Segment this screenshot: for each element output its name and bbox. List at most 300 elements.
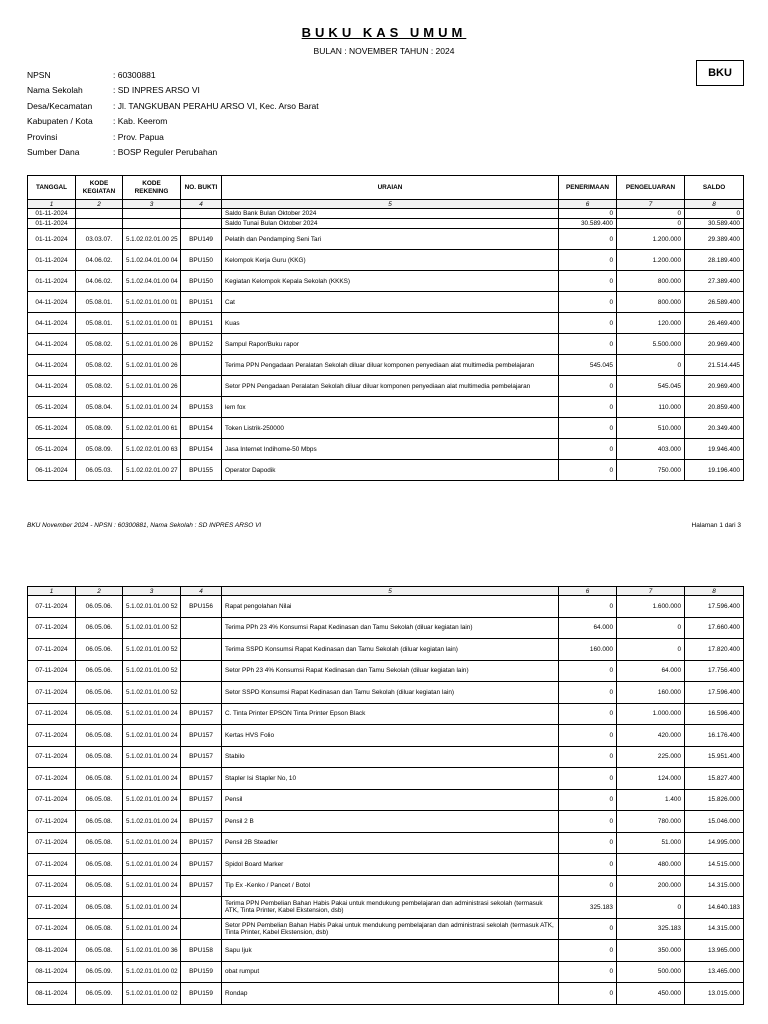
table-row [28,355,744,376]
cell-saldo: 14.315.000 [685,918,744,940]
cell-tanggal: 04-11-2024 [28,334,76,355]
table-row [28,725,744,747]
cell-kode-kegiatan: 06.05.08. [76,789,123,811]
col-number: 3 [123,587,181,596]
cell-pengeluaran: 545.045 [617,376,685,397]
cell-kode-rekening: 5.1.02.01.01.00 52 [123,596,181,618]
cell-no-bukti: BPU158 [181,940,222,962]
table-row [28,789,744,811]
table-row [28,660,744,682]
cell-pengeluaran: 5.500.000 [617,334,685,355]
cell-kode-kegiatan: 06.05.09. [76,961,123,983]
table-row [28,682,744,704]
cell-penerimaan: 64.000 [559,617,617,639]
table-row [28,397,744,418]
info-value: : Jl. TANGKUBAN PERAHU ARSO VI, Kec. Arso Barat [113,100,319,111]
cell-no-bukti: BPU156 [181,596,222,618]
col-header: NO. BUKTI [181,176,222,200]
cell-uraian: Setor SSPD Konsumsi Rapat Kedinasan dan Tamu Sekolah (diluar kegiatan lain) [222,682,559,704]
cell-saldo: 17.660.400 [685,617,744,639]
cell-no-bukti: BPU157 [181,703,222,725]
cell-uraian: Jasa Internet Indihome-50 Mbps [222,439,559,460]
cell-saldo: 28.189.400 [685,250,744,271]
cell-uraian: Kegiatan Kelompok Kepala Sekolah (KKKS) [222,271,559,292]
cell-uraian: Setor PPN Pengadaan Peralatan Sekolah diluar diluar komponen penyediaan alat multimedia pembelajaran [222,376,559,397]
info-value: : SD INPRES ARSO VI [113,85,200,96]
cell-penerimaan: 0 [559,596,617,618]
cell-saldo: 13.465.000 [685,961,744,983]
cell-kode-rekening: 5.1.02.01.01.00 24 [123,875,181,897]
cell-penerimaan: 0 [559,313,617,334]
info-value: : Prov. Papua [113,131,164,142]
cell-tanggal: 04-11-2024 [28,313,76,334]
cell-saldo: 0 [685,209,744,219]
cell-pengeluaran: 64.000 [617,660,685,682]
cell-saldo: 20.859.400 [685,397,744,418]
table-row [28,854,744,876]
cell-penerimaan: 0 [559,789,617,811]
col-number: 2 [76,200,123,209]
cell-saldo: 19.946.400 [685,439,744,460]
cell-penerimaan: 0 [559,725,617,747]
cell-kode-rekening [123,219,181,229]
cell-no-bukti: BPU151 [181,292,222,313]
cell-no-bukti: BPU157 [181,789,222,811]
info-row [27,147,319,162]
cell-no-bukti: BPU152 [181,334,222,355]
cell-saldo: 13.015.000 [685,983,744,1005]
col-number: 7 [617,587,685,596]
cell-uraian: Setor PPh 23 4% Konsumsi Rapat Kedinasan dan Tamu Sekolah (diluar kegiatan lain) [222,660,559,682]
col-number: 8 [685,587,744,596]
cell-no-bukti: BPU149 [181,229,222,250]
cell-tanggal: 07-11-2024 [28,746,76,768]
column-number-row [28,587,744,596]
cell-kode-rekening: 5.1.02.02.01.00 61 [123,418,181,439]
cell-saldo: 14.515.000 [685,854,744,876]
col-number: 6 [559,200,617,209]
cell-no-bukti: BPU157 [181,725,222,747]
cell-kode-rekening: 5.1.02.02.01.00 25 [123,229,181,250]
cell-tanggal: 07-11-2024 [28,639,76,661]
cell-saldo: 21.514.445 [685,355,744,376]
cell-kode-kegiatan: 06.05.03. [76,460,123,481]
cell-no-bukti [181,918,222,940]
cell-kode-rekening: 5.1.02.01.01.00 24 [123,703,181,725]
cell-kode-kegiatan: 05.08.04. [76,397,123,418]
cell-no-bukti: BPU157 [181,832,222,854]
cell-saldo: 20.969.400 [685,376,744,397]
school-info [27,70,319,162]
cell-kode-rekening: 5.1.02.01.01.00 24 [123,918,181,940]
cell-uraian: Rapat pengolahan Nilai [222,596,559,618]
cell-pengeluaran: 120.000 [617,313,685,334]
col-number: 5 [222,200,559,209]
cell-uraian: Tip Ex -Kenko / Pancet / Botol [222,875,559,897]
cell-tanggal: 07-11-2024 [28,854,76,876]
info-row [27,85,319,100]
cell-kode-rekening: 5.1.02.01.01.00 01 [123,313,181,334]
cell-no-bukti: BPU157 [181,746,222,768]
cell-penerimaan: 0 [559,271,617,292]
cell-kode-kegiatan: 05.08.02. [76,355,123,376]
table-row [28,418,744,439]
table-row [28,918,744,940]
cell-kode-kegiatan: 05.08.01. [76,313,123,334]
cell-saldo: 16.596.400 [685,703,744,725]
ledger-table-page-1 [27,175,744,481]
cell-pengeluaran: 420.000 [617,725,685,747]
cell-tanggal: 01-11-2024 [28,271,76,292]
cell-saldo: 17.756.400 [685,660,744,682]
table-row [28,617,744,639]
cell-saldo: 16.176.400 [685,725,744,747]
cell-kode-kegiatan: 06.05.08. [76,746,123,768]
table-row [28,897,744,919]
cell-penerimaan: 0 [559,229,617,250]
cell-tanggal: 06-11-2024 [28,460,76,481]
col-header: PENERIMAAN [559,176,617,200]
cell-penerimaan: 325.183 [559,897,617,919]
col-number: 3 [123,200,181,209]
document-title: BUKU KAS UMUM [301,25,467,40]
cell-tanggal: 08-11-2024 [28,983,76,1005]
info-value: : BOSP Reguler Perubahan [113,146,218,157]
cell-uraian: Operator Dapodik [222,460,559,481]
cell-pengeluaran: 0 [617,639,685,661]
cell-uraian: Terima PPN Pengadaan Peralatan Sekolah diluar diluar komponen penyediaan alat multimedia pembelajaran [222,355,559,376]
cell-saldo: 14.995.000 [685,832,744,854]
col-number: 2 [76,587,123,596]
cell-no-bukti [181,355,222,376]
info-label: NPSN [27,70,51,80]
cell-penerimaan: 0 [559,250,617,271]
cell-no-bukti: BPU157 [181,854,222,876]
cell-uraian: Terima SSPD Konsumsi Rapat Kedinasan dan Tamu Sekolah (diluar kegiatan lain) [222,639,559,661]
cell-no-bukti [181,376,222,397]
cell-tanggal: 01-11-2024 [28,229,76,250]
table-row [28,703,744,725]
cell-no-bukti: BPU150 [181,271,222,292]
cell-saldo: 19.196.400 [685,460,744,481]
cell-kode-rekening: 5.1.02.01.01.00 26 [123,334,181,355]
cell-tanggal: 07-11-2024 [28,703,76,725]
cell-pengeluaran: 124.000 [617,768,685,790]
table-row [28,334,744,355]
document-subtitle: BULAN : NOVEMBER TAHUN : 2024 [313,46,455,56]
cell-pengeluaran: 200.000 [617,875,685,897]
cell-pengeluaran: 800.000 [617,292,685,313]
cell-kode-rekening: 5.1.02.01.01.00 52 [123,639,181,661]
table-row [28,439,744,460]
page-footer-info: BKU November 2024 - NPSN : 60300881, Nama Sekolah : SD INPRES ARSO VI [27,522,262,529]
cell-kode-rekening: 5.1.02.01.01.00 24 [123,811,181,833]
cell-pengeluaran: 110.000 [617,397,685,418]
cell-tanggal: 07-11-2024 [28,897,76,919]
cell-pengeluaran: 1.400 [617,789,685,811]
cell-tanggal: 08-11-2024 [28,961,76,983]
cell-uraian: Sampul Rapor/Buku rapor [222,334,559,355]
cell-saldo: 15.046.000 [685,811,744,833]
cell-no-bukti: BPU159 [181,983,222,1005]
cell-kode-rekening: 5.1.02.01.01.00 52 [123,660,181,682]
cell-pengeluaran: 500.000 [617,961,685,983]
cell-penerimaan: 0 [559,961,617,983]
cell-penerimaan: 0 [559,768,617,790]
cell-kode-kegiatan: 06.05.08. [76,768,123,790]
page-number: Halaman 1 dari 3 [691,522,741,529]
col-number: 1 [28,200,76,209]
cell-saldo: 26.589.400 [685,292,744,313]
cell-uraian: Kertas HVS Folio [222,725,559,747]
cell-pengeluaran: 325.183 [617,918,685,940]
cell-tanggal: 05-11-2024 [28,397,76,418]
cell-kode-kegiatan: 06.05.08. [76,897,123,919]
cell-kode-kegiatan: 05.08.02. [76,376,123,397]
cell-no-bukti [181,219,222,229]
cell-kode-rekening: 5.1.02.02.01.00 27 [123,460,181,481]
table-header-row [28,176,744,200]
info-row [27,116,319,131]
cell-penerimaan: 160.000 [559,639,617,661]
cell-uraian: Kuas [222,313,559,334]
cell-uraian: Token Listrik-250000 [222,418,559,439]
table-row [28,271,744,292]
cell-uraian: Pensil 2 B [222,811,559,833]
table-row [28,376,744,397]
cell-pengeluaran: 1.200.000 [617,250,685,271]
table-row [28,639,744,661]
cell-pengeluaran: 0 [617,209,685,219]
cell-tanggal: 07-11-2024 [28,725,76,747]
cell-kode-rekening: 5.1.02.02.01.00 63 [123,439,181,460]
cell-uraian: Saldo Bank Bulan Oktober 2024 [222,209,559,219]
cell-penerimaan: 0 [559,875,617,897]
cell-kode-kegiatan: 06.05.06. [76,660,123,682]
cell-uraian: Spidol Board Marker [222,854,559,876]
column-number-row [28,200,744,209]
cell-tanggal: 07-11-2024 [28,918,76,940]
cell-kode-kegiatan: 05.08.09. [76,418,123,439]
cell-kode-kegiatan: 04.06.02. [76,271,123,292]
cell-saldo: 17.596.400 [685,596,744,618]
cell-penerimaan: 0 [559,832,617,854]
cell-pengeluaran: 51.000 [617,832,685,854]
cell-uraian: C. Tinta Printer EPSON Tinta Printer Epson Black [222,703,559,725]
cell-tanggal: 07-11-2024 [28,682,76,704]
info-label: Provinsi [27,131,58,142]
table-row [28,219,744,229]
cell-pengeluaran: 0 [617,219,685,229]
info-label: Desa/Kecamatan [27,100,93,111]
table-row [28,596,744,618]
cell-pengeluaran: 800.000 [617,271,685,292]
cell-penerimaan: 0 [559,439,617,460]
cell-no-bukti: BPU157 [181,875,222,897]
cell-uraian: Rondap [222,983,559,1005]
cell-no-bukti [181,617,222,639]
table-row [28,313,744,334]
cell-saldo: 29.389.400 [685,229,744,250]
cell-kode-kegiatan: 06.05.08. [76,854,123,876]
cell-tanggal: 04-11-2024 [28,292,76,313]
info-label: Kabupaten / Kota [27,116,93,127]
cell-tanggal: 05-11-2024 [28,418,76,439]
cell-kode-rekening: 5.1.02.01.01.00 02 [123,961,181,983]
cell-no-bukti [181,209,222,219]
cell-kode-rekening: 5.1.02.01.01.00 52 [123,617,181,639]
cell-penerimaan: 545.045 [559,355,617,376]
cell-kode-kegiatan: 05.08.02. [76,334,123,355]
table-row [28,292,744,313]
col-number: 6 [559,587,617,596]
table-row [28,983,744,1005]
cell-kode-rekening: 5.1.02.04.01.00 04 [123,271,181,292]
info-label: Nama Sekolah [27,85,83,96]
cell-kode-rekening: 5.1.02.01.01.00 24 [123,832,181,854]
cell-saldo: 30.589.400 [685,219,744,229]
cell-penerimaan: 0 [559,292,617,313]
col-header: URAIAN [222,176,559,200]
cell-saldo: 20.969.400 [685,334,744,355]
cell-kode-rekening: 5.1.02.04.01.00 04 [123,250,181,271]
col-header: KODE REKENING [123,176,181,200]
cell-no-bukti: BPU155 [181,460,222,481]
info-value: : Kab. Keerom [113,116,168,127]
cell-tanggal: 07-11-2024 [28,875,76,897]
cell-kode-kegiatan: 06.05.06. [76,617,123,639]
info-row [27,101,319,116]
cell-pengeluaran: 480.000 [617,854,685,876]
cell-penerimaan: 0 [559,376,617,397]
cell-no-bukti: BPU150 [181,250,222,271]
cell-no-bukti [181,639,222,661]
cell-uraian: Cat [222,292,559,313]
cell-uraian: Stapler Isi Stapler No, 10 [222,768,559,790]
cell-kode-kegiatan: 04.06.02. [76,250,123,271]
cell-saldo: 27.389.400 [685,271,744,292]
cell-kode-kegiatan: 06.05.08. [76,875,123,897]
cell-tanggal: 07-11-2024 [28,811,76,833]
cell-uraian: Stabilo [222,746,559,768]
cell-no-bukti: BPU154 [181,439,222,460]
cell-tanggal: 07-11-2024 [28,789,76,811]
info-label: Sumber Dana [27,146,80,157]
cell-kode-kegiatan: 06.05.08. [76,725,123,747]
cell-uraian: Saldo Tunai Bulan Oktober 2024 [222,219,559,229]
cell-no-bukti: BPU153 [181,397,222,418]
cell-tanggal: 01-11-2024 [28,219,76,229]
cell-kode-kegiatan [76,209,123,219]
cell-kode-kegiatan: 05.08.01. [76,292,123,313]
cell-kode-kegiatan: 06.05.06. [76,596,123,618]
col-number: 4 [181,587,222,596]
cell-kode-kegiatan: 06.05.06. [76,682,123,704]
table-row [28,940,744,962]
cell-tanggal: 04-11-2024 [28,355,76,376]
cell-kode-kegiatan: 06.05.08. [76,811,123,833]
table-row [28,832,744,854]
cell-penerimaan: 0 [559,460,617,481]
cell-tanggal: 07-11-2024 [28,768,76,790]
cell-no-bukti: BPU157 [181,811,222,833]
cell-pengeluaran: 0 [617,897,685,919]
cell-kode-kegiatan: 06.05.06. [76,639,123,661]
cell-pengeluaran: 1.000.000 [617,703,685,725]
cell-uraian: lem fox [222,397,559,418]
cell-saldo: 15.827.400 [685,768,744,790]
cell-tanggal: 07-11-2024 [28,617,76,639]
cell-saldo: 14.315.000 [685,875,744,897]
cell-kode-kegiatan: 06.05.08. [76,703,123,725]
cell-uraian: Terima PPh 23 4% Konsumsi Rapat Kedinasan dan Tamu Sekolah (diluar kegiatan lain) [222,617,559,639]
col-header: SALDO [685,176,744,200]
table-row [28,811,744,833]
cell-pengeluaran: 510.000 [617,418,685,439]
table-row [28,875,744,897]
cell-penerimaan: 0 [559,854,617,876]
cell-kode-kegiatan: 06.05.08. [76,940,123,962]
cell-pengeluaran: 1.600.000 [617,596,685,618]
col-number: 8 [685,200,744,209]
cell-no-bukti: BPU157 [181,768,222,790]
cell-saldo: 13.965.000 [685,940,744,962]
cell-no-bukti [181,897,222,919]
cell-penerimaan: 0 [559,746,617,768]
cell-kode-rekening: 5.1.02.01.01.00 26 [123,355,181,376]
col-number: 7 [617,200,685,209]
info-row [27,70,319,85]
col-number: 4 [181,200,222,209]
table-row [28,209,744,219]
cell-tanggal: 01-11-2024 [28,209,76,219]
cell-penerimaan: 0 [559,418,617,439]
cell-kode-rekening: 5.1.02.01.01.00 24 [123,768,181,790]
cell-kode-rekening: 5.1.02.01.01.00 24 [123,789,181,811]
cell-kode-rekening: 5.1.02.01.01.00 01 [123,292,181,313]
cell-kode-rekening: 5.1.02.01.01.00 24 [123,725,181,747]
cell-penerimaan: 0 [559,209,617,219]
table-row [28,229,744,250]
cell-saldo: 17.596.400 [685,682,744,704]
cell-uraian: obat rumput [222,961,559,983]
cell-uraian: Setor PPN Pembelian Bahan Habis Pakai untuk mendukung pembelajaran dan administrasi sekolah (termasuk ATK, Tinta Printer, Kabel Ekstension, dsb) [222,918,559,940]
cell-no-bukti: BPU159 [181,961,222,983]
cell-tanggal: 01-11-2024 [28,250,76,271]
cell-uraian: Sapu Ijuk [222,940,559,962]
cell-penerimaan: 0 [559,397,617,418]
cell-no-bukti [181,660,222,682]
cell-uraian: Pensil 2B Steadler [222,832,559,854]
cell-no-bukti: BPU151 [181,313,222,334]
cell-kode-rekening: 5.1.02.01.01.00 02 [123,983,181,1005]
cell-kode-rekening: 5.1.02.01.01.00 24 [123,854,181,876]
cell-no-bukti: BPU154 [181,418,222,439]
info-value: : 60300881 [113,70,156,80]
cell-penerimaan: 0 [559,334,617,355]
cell-tanggal: 07-11-2024 [28,596,76,618]
cell-pengeluaran: 1.200.000 [617,229,685,250]
cell-kode-rekening: 5.1.02.01.01.00 24 [123,397,181,418]
cell-no-bukti [181,682,222,704]
col-header: TANGGAL [28,176,76,200]
cell-pengeluaran: 0 [617,355,685,376]
cell-penerimaan: 0 [559,682,617,704]
cell-penerimaan: 0 [559,811,617,833]
cell-pengeluaran: 350.000 [617,940,685,962]
cell-penerimaan: 0 [559,918,617,940]
cell-pengeluaran: 450.000 [617,983,685,1005]
